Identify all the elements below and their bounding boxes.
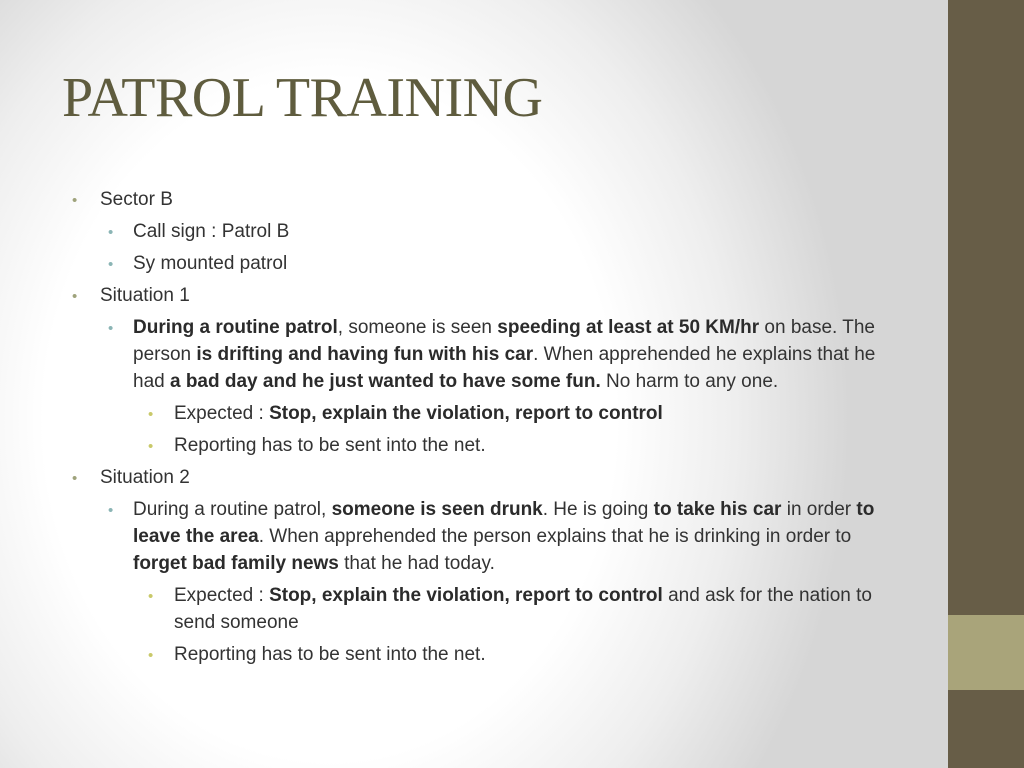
bullet-dot-icon: • <box>72 192 78 209</box>
s1-bold-4: a bad day and he just wanted to have some fun. <box>169 371 601 392</box>
situation-2-text <box>133 499 874 574</box>
situation-1-reporting <box>72 432 902 459</box>
sector-heading: Sector B <box>100 189 173 210</box>
bullet-dot-icon: • <box>148 438 154 455</box>
bullet-dot-icon: • <box>148 406 154 423</box>
bullet-dot-icon: • <box>108 256 114 273</box>
s1-text-2: on base. The person <box>133 317 875 365</box>
situation-2-expected <box>72 582 902 636</box>
s2-text-0: During a routine patrol, <box>133 499 332 520</box>
callsign-text: Call sign : Patrol B <box>133 221 290 242</box>
situation-1-heading: Situation 1 <box>100 285 190 306</box>
s2-bold-1: someone is seen drunk <box>331 499 543 520</box>
bullet-situation-2 <box>72 464 902 491</box>
s1-bold-1: During a routine patrol <box>133 317 338 338</box>
s1-bold-2: speeding at least at 50 KM/hr <box>497 317 760 338</box>
s2-text-4: that he had today. <box>338 553 495 574</box>
situation-1-text <box>133 317 875 392</box>
situation-2-description <box>72 496 902 577</box>
s1-expected-label: Expected : <box>174 403 270 424</box>
bullet-patrol-type <box>72 250 902 277</box>
s1-reporting-text: Reporting has to be sent into the net. <box>174 435 486 456</box>
bullet-dot-icon: • <box>108 502 114 519</box>
bullet-situation-1 <box>72 282 902 309</box>
bullet-dot-icon: • <box>148 588 154 605</box>
s1-bold-3: is drifting and having fun with his car <box>196 344 534 365</box>
s1-expected-action: Stop, explain the violation, report to control <box>269 403 663 424</box>
s2-expected-action: Stop, explain the violation, report to control <box>269 585 663 606</box>
s2-expected-tail: and ask for the nation to send someone <box>174 585 872 633</box>
s2-text-3: . When apprehended the person explains that he is drinking in order to <box>258 526 852 547</box>
patrol-type-text: Sy mounted patrol <box>133 253 288 274</box>
situation-1-expected <box>72 400 902 427</box>
bullet-dot-icon: • <box>72 288 78 305</box>
slide-body <box>72 186 902 673</box>
decorative-sidebar-accent <box>948 615 1024 690</box>
bullet-dot-icon: • <box>148 647 154 664</box>
situation-2-reporting <box>72 641 902 668</box>
s1-text-3: . When apprehended he explains that he had <box>133 344 876 392</box>
s2-reporting-text: Reporting has to be sent into the net. <box>174 644 486 665</box>
bullet-sector <box>72 186 902 213</box>
bullet-dot-icon: • <box>72 470 78 487</box>
situation-1-description <box>72 314 902 395</box>
bullet-dot-icon: • <box>108 224 114 241</box>
s1-text-1: , someone is seen <box>337 317 498 338</box>
s2-expected-label: Expected : <box>174 585 270 606</box>
bullet-dot-icon: • <box>108 320 114 337</box>
s2-text-2: in order <box>781 499 857 520</box>
slide-title: PATROL TRAINING <box>62 67 543 129</box>
s2-text-1: . He is going <box>542 499 654 520</box>
s1-text-4: No harm to any one. <box>600 371 779 392</box>
bullet-callsign <box>72 218 902 245</box>
situation-2-heading: Situation 2 <box>100 467 190 488</box>
s2-bold-3: to leave the area <box>133 499 875 547</box>
s2-bold-4: forget bad family news <box>133 553 339 574</box>
s2-bold-2: to take his car <box>653 499 782 520</box>
